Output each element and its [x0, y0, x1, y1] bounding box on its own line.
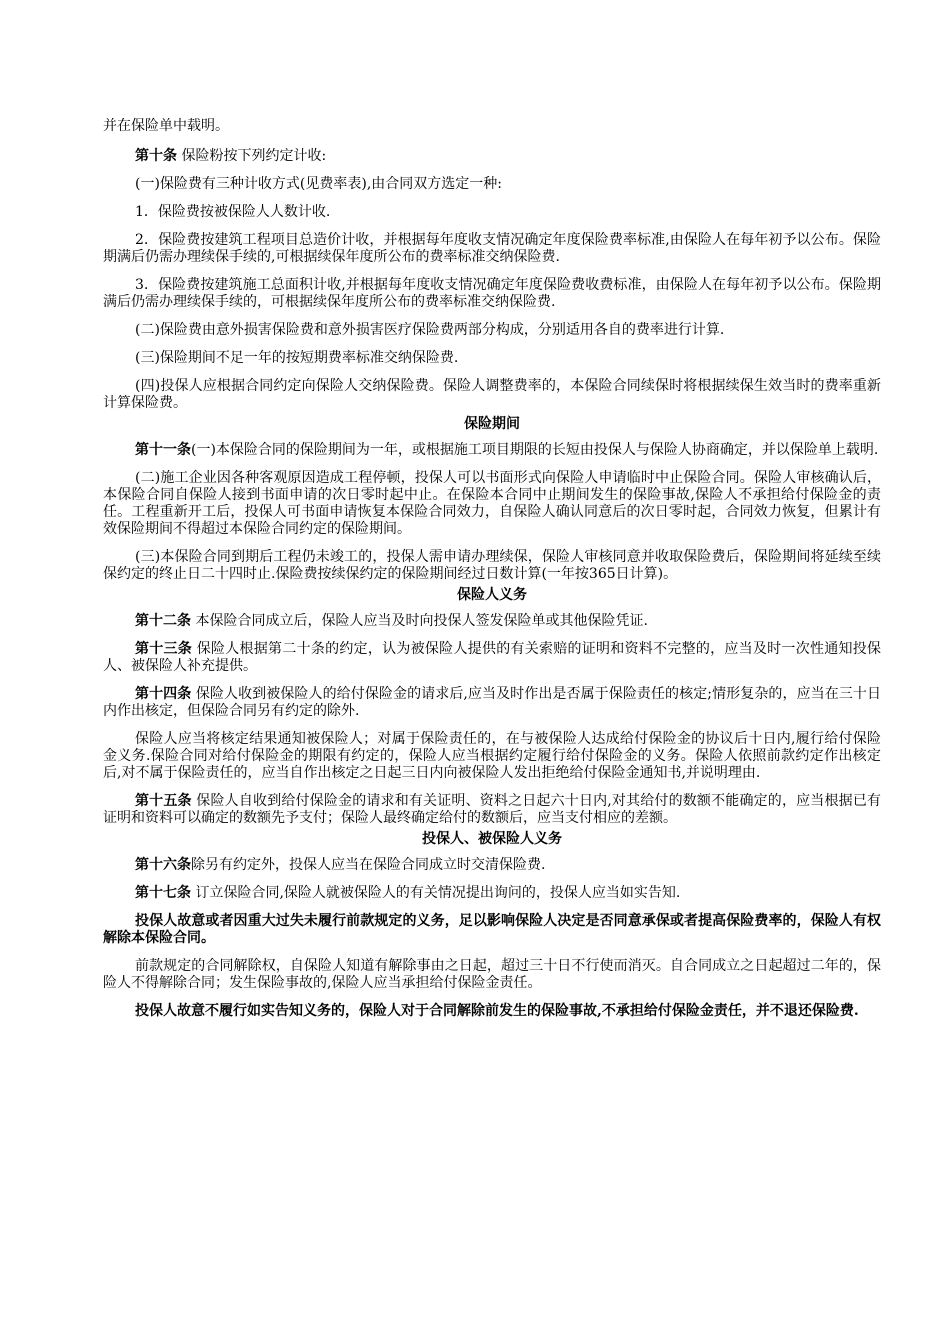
section-heading-insurer-obligations: 保险人义务: [457, 587, 527, 603]
article-13: [103, 641, 881, 675]
paragraph-text: (一)保险费有三种计收方式(见费率表),由合同双方选定一种:: [135, 176, 503, 192]
article-11: [103, 442, 881, 459]
paragraph-text: (二)施工企业因各种客观原因造成工程停顿，投保人可以书面形式向保险人申请临时中止保险合同。保险人审核确认后，本保险合同自保险人接到书面申请的次日零时起中止。在保险本合同中止期间发生的保险事故,保险人不承担给付保险金的责任。工程重新开工后，投保人可书面申请恢复本保险合同效力，自保险人确认同意后的次日零时起，合同效力恢复，但累计有效保险期间不得超过本保险合同约定的保险期间。: [103, 470, 881, 537]
article-label: 第十条: [135, 148, 177, 164]
article-16: [103, 857, 881, 874]
article-15: [103, 793, 881, 827]
paragraph: [103, 549, 881, 583]
paragraph-text: (三)保险期间不足一年的按短期费率标准交纳保险费.: [135, 350, 459, 366]
document-page: [103, 118, 881, 1031]
paragraph-text: 保险人收到被保险人的给付保险金的请求后,应当及时作出是否属于保险责任的核定;情形复杂的，应当在三十日内作出核定，但保险合同另有约定的除外.: [103, 686, 881, 719]
article-label: 第十二条: [135, 613, 191, 629]
article-label: 第十七条: [135, 885, 191, 901]
paragraph-text: (四)投保人应根据合同约定向保险人交纳保险费。保险人调整费率的，本保险合同续保时将根据续保生效当时的费率重新计算保险费。: [103, 378, 881, 411]
paragraph: [103, 322, 881, 339]
article-17: [103, 885, 881, 902]
paragraph-text: 保险人应当将核定结果通知被保险人；对属于保险责任的，在与被保险人达成给付保险金的协议后十日内,履行给付保险金义务.保险合同对给付保险金的期限有约定的，保险人应当根据约定履行给付保险金的义务。保险人依照前款约定作出核定后,对不属于保险责任的，应当自作出核定之日起三日内向被保险人发出拒绝给付保险金通知书,并说明理由.: [103, 731, 881, 781]
paragraph-text: 保险人自收到给付保险金的请求和有关证明、资料之日起六十日内,对其给付的数额不能确定的，应当根据已有证明和资料可以确定的数额先予支付；保险人最终确定给付的数额后，应当支付相应的差额。: [103, 793, 881, 826]
paragraph: [103, 470, 881, 538]
paragraph-text: 2．保险费按建筑工程项目总造价计收，并根据每年度收支情况确定年度保险费率标准,由保险人在每年初予以公布。保险期满后仍需办理续保手续的,可根据续保年度所公布的费率标准交纳保险费.: [103, 232, 881, 265]
paragraph: [103, 731, 881, 782]
paragraph-text: 保险人根据第二十条的约定，认为被保险人提供的有关索赔的证明和资料不完整的，应当及时一次性通知投保人、被保险人补充提供。: [103, 641, 881, 674]
bold-paragraph: [103, 913, 881, 947]
article-label: 第十四条: [135, 686, 192, 702]
paragraph: [103, 176, 881, 193]
section-heading-policyholder-obligations: 投保人、被保险人义务: [422, 831, 562, 847]
article-14: [103, 686, 881, 720]
paragraph: [103, 204, 881, 221]
paragraph-text: (二)保险费由意外损害保险费和意外损害医疗保险费两部分构成，分别适用各自的费率进行计算.: [135, 322, 725, 338]
paragraph: [103, 350, 881, 367]
article-12: [103, 613, 881, 630]
paragraph-text: 并在保险单中载明。: [103, 118, 229, 134]
paragraph-text: 投保人故意或者因重大过失未履行前款规定的义务，足以影响保险人决定是否同意承保或者提高保险费率的，保险人有权解除本保险合同。: [103, 913, 881, 946]
article-label: 第十三条: [135, 641, 193, 657]
paragraph-text: 除另有约定外，投保人应当在保险合同成立时交清保险费.: [191, 857, 546, 873]
paragraph-text: (三)本保险合同到期后工程仍未竣工的，投保人需申请办理续保，保险人审核同意并收取保险费后，保险期间将延续至续保约定的终止日二十四时止.保险费按续保约定的保险期间经过日数计算(一年按365日计算)。: [103, 549, 881, 582]
paragraph-text: 3．保险费按建筑施工总面积计收,并根据每年度收支情况确定年度保险费收费标准，由保险人在每年初予以公布。保险期满后仍需办理续保手续的，可根据续保年度所公布的费率标准交纳保险费.: [103, 277, 881, 310]
paragraph-text: 1．保险费按被保险人人数计收.: [135, 204, 331, 220]
paragraph-text: 前款规定的合同解除权，自保险人知道有解除事由之日起，超过三十日不行使而消灭。自合同成立之日起超过二年的，保险人不得解除合同；发生保险事故的,保险人应当承担给付保险金责任。: [103, 958, 881, 991]
article-label: 第十六条: [135, 857, 191, 873]
article-10: [103, 148, 881, 165]
paragraph: [103, 232, 881, 266]
paragraph-text: 订立保险合同,保险人就被保险人的有关情况提出询问的，投保人应当如实告知.: [191, 885, 681, 901]
paragraph-text: 投保人故意不履行如实告知义务的，保险人对于合同解除前发生的保险事故,不承担给付保险金责任，并不退还保险费.: [135, 1003, 859, 1019]
paragraph-text: 保险粉按下列约定计收:: [177, 148, 327, 164]
article-label: 第十五条: [135, 793, 192, 809]
paragraph-text: 本保险合同成立后，保险人应当及时向投保人签发保险单或其他保险凭证.: [191, 613, 648, 629]
paragraph: [103, 378, 881, 412]
article-label: 第十一条: [135, 442, 191, 458]
paragraph: [103, 958, 881, 992]
section-heading-insurance-period: 保险期间: [464, 416, 520, 432]
paragraph: [103, 118, 881, 135]
bold-paragraph: [103, 1003, 881, 1020]
paragraph-text: (一)本保险合同的保险期间为一年，或根据施工项目期限的长短由投保人与保险人协商确定，并以保险单上载明.: [191, 442, 879, 458]
paragraph: [103, 277, 881, 311]
